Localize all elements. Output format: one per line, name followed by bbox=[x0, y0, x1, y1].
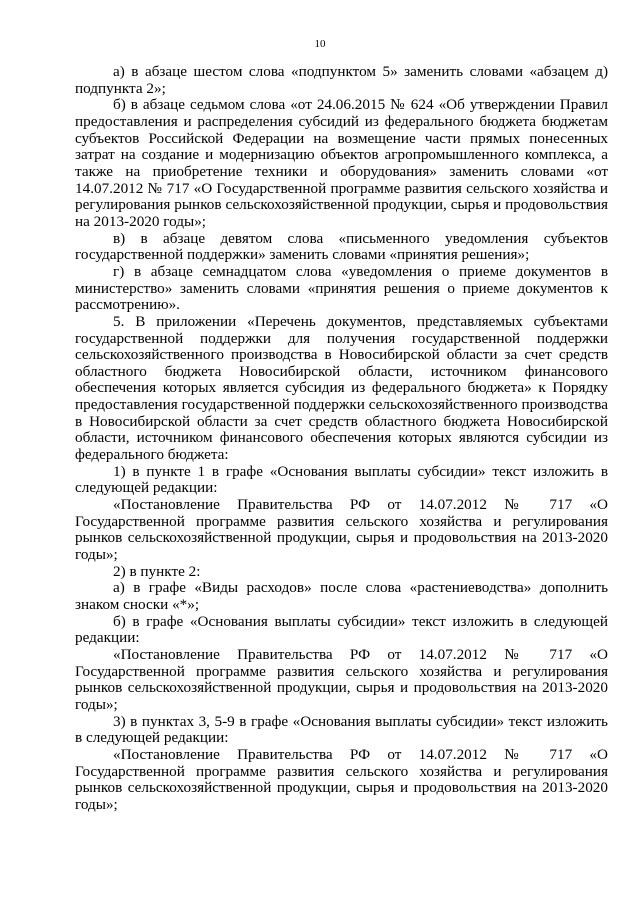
paragraph-subitem-2: 2) в пункте 2: bbox=[113, 562, 201, 580]
paragraph-amendment-g: г) в абзаце семнадцатом слова «уведомления о приеме документов в министерство» заменить словами «принятия решения о приеме документов к рассмотрению». bbox=[75, 262, 608, 314]
paragraph-amendment-v: в) в абзаце девятом слова «письменного уведомления субъектов государственной поддержки» заменить словами «принятия решения»; bbox=[75, 229, 608, 264]
paragraph-subitem-1: 1) в пункте 1 в графе «Основания выплаты субсидии» текст изложить в следующей редакции: bbox=[75, 462, 608, 497]
paragraph-subitem-3: 3) в пунктах 3, 5-9 в графе «Основания выплаты субсидии» текст изложить в следующей редакции: bbox=[75, 712, 608, 747]
page-number: 10 bbox=[314, 38, 326, 50]
paragraph-quote-3: «Постановление Правительства РФ от 14.07.2012 № 717 «О Государственной программе развития сельского хозяйства и регулирования рынков сельскохозяйственной продукции, сырья и продовольствия на 2013-2020 годы»; bbox=[75, 745, 608, 813]
paragraph-quote-2: «Постановление Правительства РФ от 14.07.2012 № 717 «О Государственной программе развития сельского хозяйства и регулирования рынков сельскохозяйственной продукции, сырья и продовольствия на 2013-2020 годы»; bbox=[75, 645, 608, 713]
paragraph-subitem-2a: а) в графе «Виды расходов» после слова «растениеводства» дополнить знаком сноски «*»; bbox=[75, 579, 608, 613]
paragraph-quote-1: «Постановление Правительства РФ от 14.07.2012 № 717 «О Государственной программе развития сельского хозяйства и регулирования рынков сельскохозяйственной продукции, сырья и продовольствия на 2013-2020 годы»; bbox=[75, 496, 608, 564]
document-body bbox=[75, 64, 608, 814]
paragraph-item-5: 5. В приложении «Перечень документов, представляемых субъектами государственной поддержки для получения государственной поддержки сельскохозяйственного производства в Новосибирской области за счет средств областного бюджета Новосибирской области, источником финансового обеспечения которых является субсидия из федерального бюджета» к Порядку предоставления государственной поддержки сельскохозяйственного производства в Новосибирской области за счет средств областного бюджета Новосибирской области, источником финансового обеспечения которых являются субсидии из федерального бюджета: bbox=[75, 312, 608, 464]
paragraph-subitem-2b: б) в графе «Основания выплаты субсидии» текст изложить в следующей редакции: bbox=[75, 612, 608, 647]
paragraph-amendment-a: а) в абзаце шестом слова «подпунктом 5» заменить словами «абзацем д) подпункта 2»; bbox=[75, 63, 608, 97]
paragraph-amendment-b: б) в абзаце седьмом слова «от 24.06.2015 № 624 «Об утверждении Правил предоставления и распределения субсидий из федерального бюджета бюджетам субъектов Российской Федерации на возмещение части прямых понесенных затрат на создание и модернизацию объектов агропромышленного комплекса, а также на приобретение техники и оборудования» заменить словами «от 14.07.2012 № 717 «О Государственной программе развития сельского хозяйства и регулирования рынков сельскохозяйственной продукции, сырья и продовольствия на 2013-2020 годы»; bbox=[75, 96, 608, 230]
